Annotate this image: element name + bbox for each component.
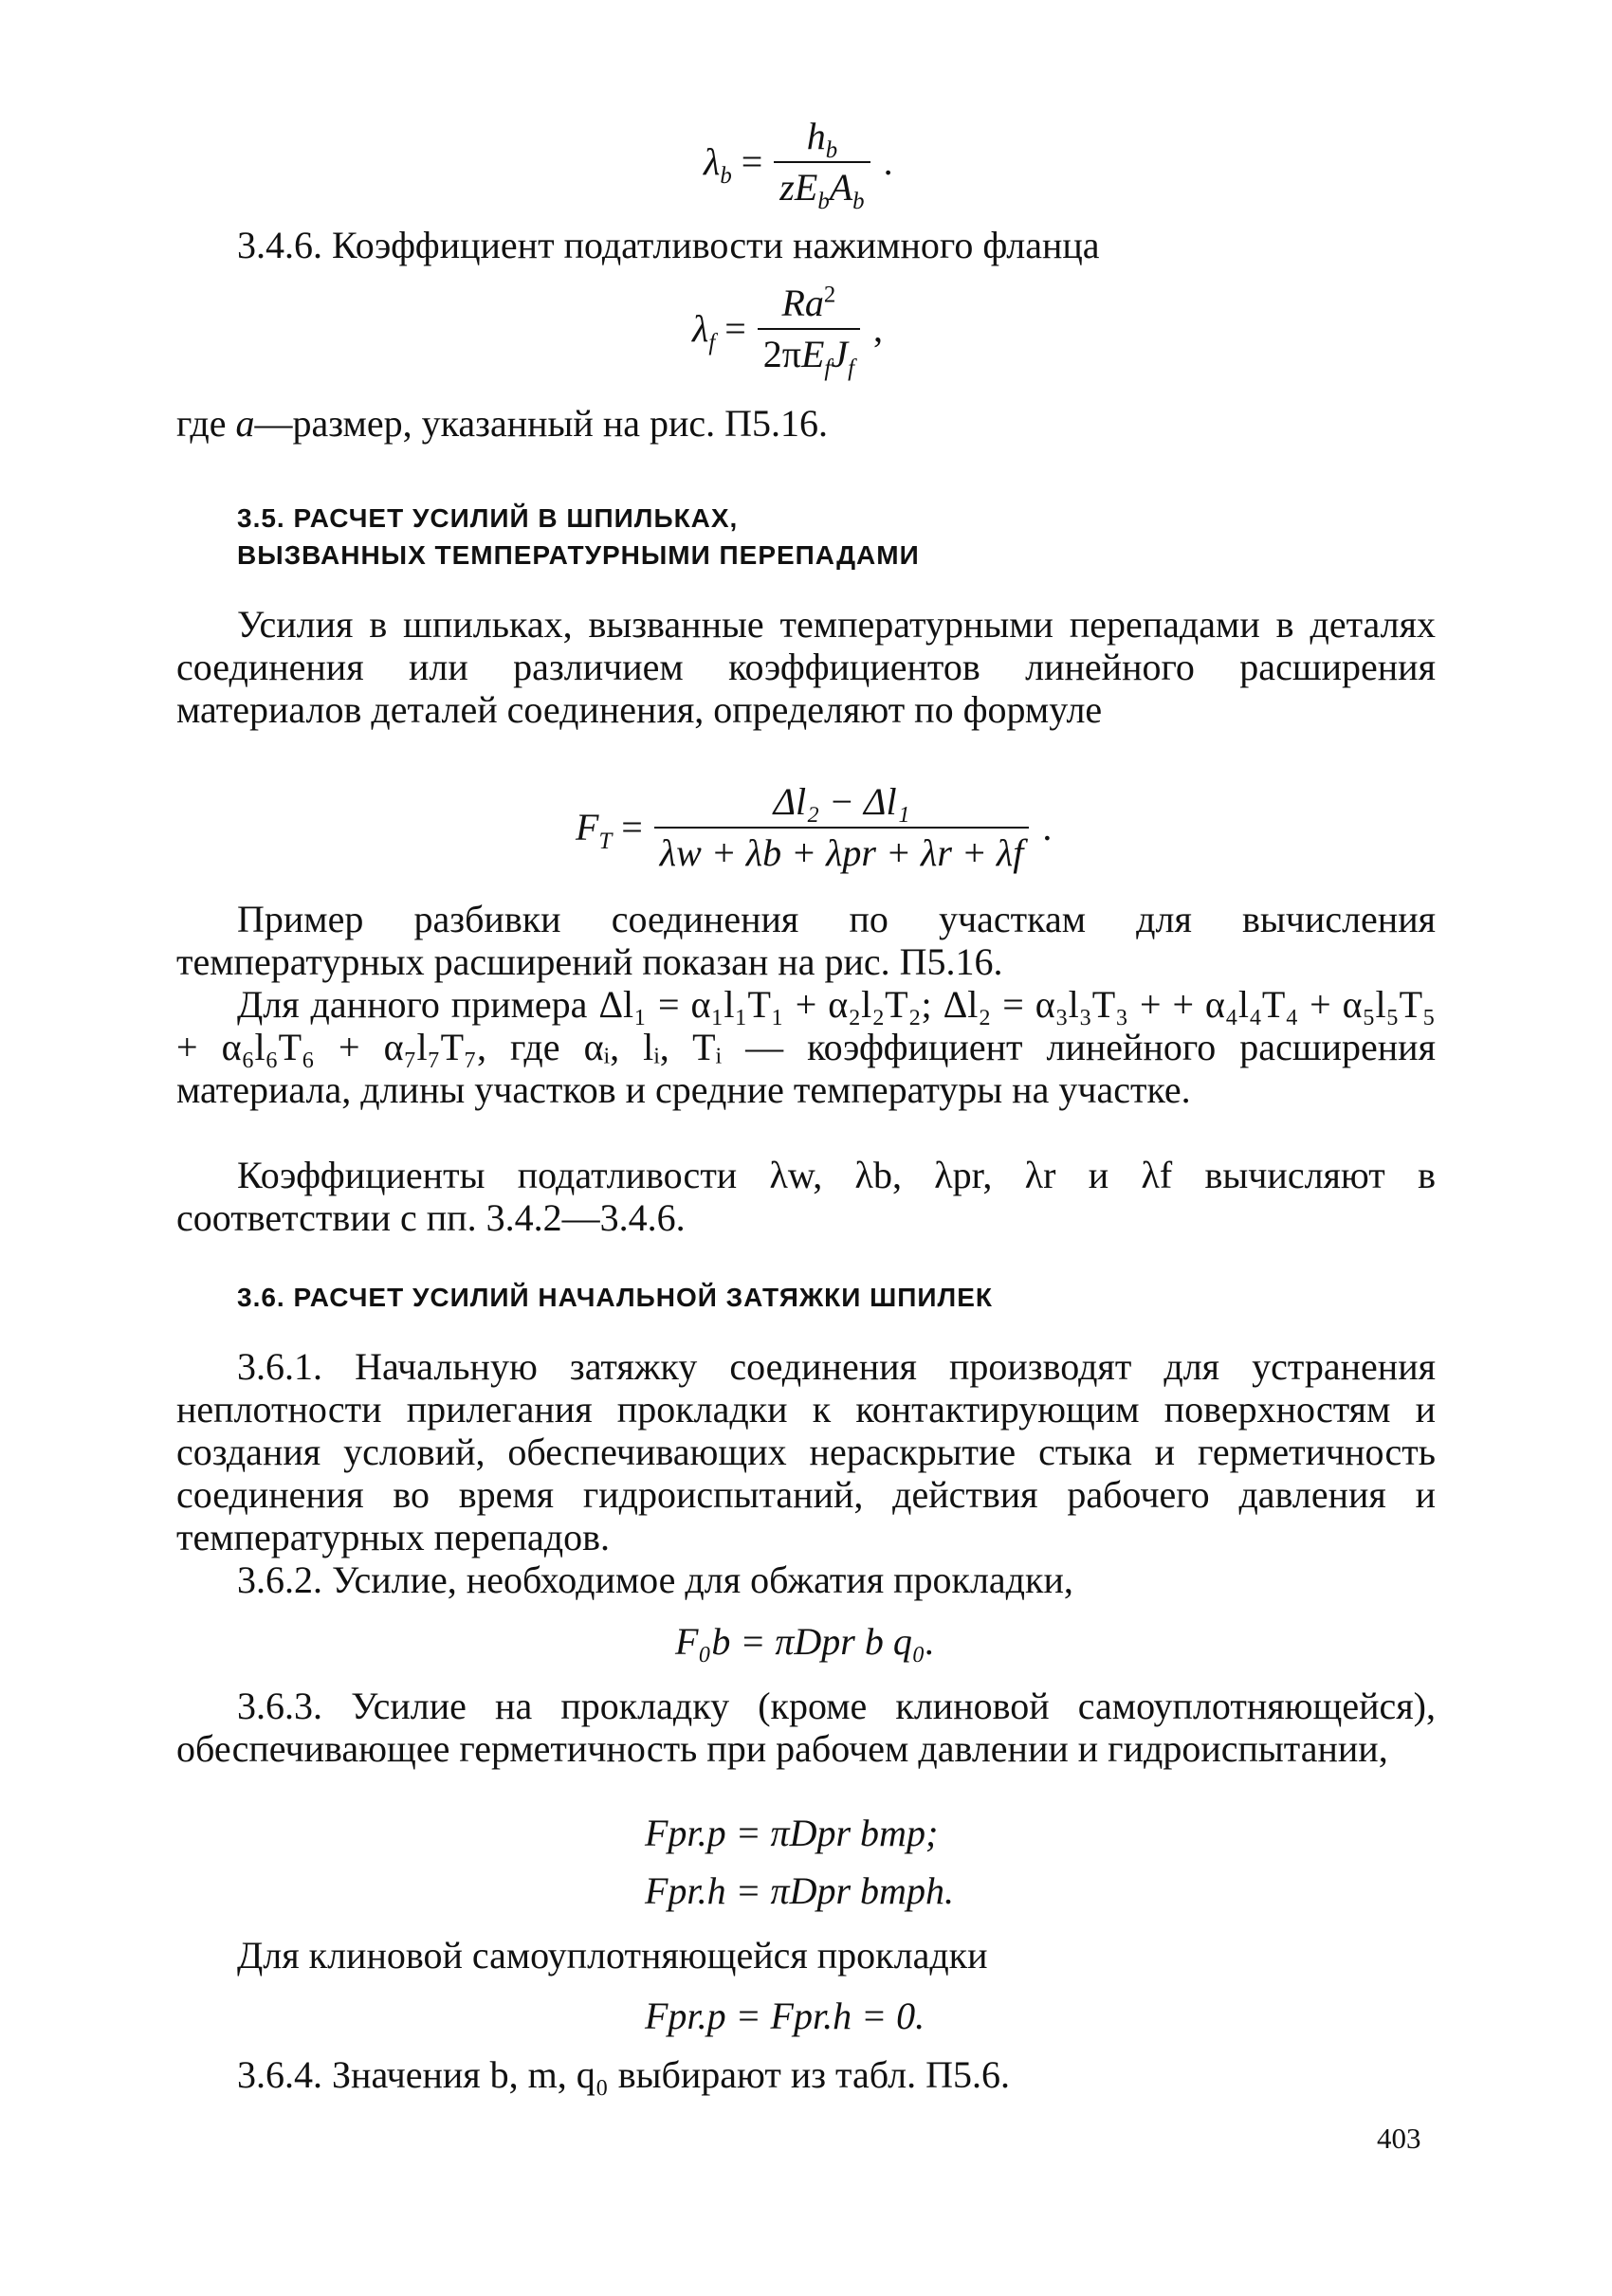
formula-factor: E [794, 166, 818, 209]
formula-factor: z [779, 166, 795, 209]
formula-subscript: f [848, 355, 854, 381]
formula-factor: J [831, 333, 849, 375]
note-dimension-a [176, 402, 1436, 445]
paragraph-example: Пример разбивки соединения по участкам для вычисления температурных расширений показан на рис. П5.16. [176, 898, 1436, 983]
section-heading-3-5-line1: 3.5. РАСЧЕТ УСИЛИЙ В ШПИЛЬКАХ, [237, 503, 739, 533]
note-text: —размер, указанный на рис. П5.16. [254, 402, 829, 445]
note-prefix: где [176, 402, 227, 445]
formula-lambda-b: $\lambda_b$ = $\frac{h_b}{zE_bA_b}$ . [704, 115, 893, 214]
paragraph-3-6-3: 3.6.3. Усилие на прокладку (кроме клиновой самоуплотняющейся), обеспечивающее герметичность при рабочем давлении и гидроиспытании, [176, 1685, 1436, 1770]
paragraph-wedge-gasket: Для клиновой самоуплотняющейся прокладки [237, 1934, 988, 1977]
formula-Fprh: Fpr.h = πDpr bmph. [645, 1869, 954, 1912]
paragraph-example-detail: Для данного примера Δl₁ = α₁l₁T₁ + α₂l₂T₂; Δl₂ = α₃l₃T₃ + + α₄l₄T₄ + α₅l₅T₅ + α₆l₆T₆ + α₇l₇T₇, где αᵢ, lᵢ, Tᵢ — коэффициент линейного расширения материала, длины участков и средние температуры на участке. [176, 983, 1436, 1111]
formula-symbol: λ [704, 140, 721, 183]
page-number: 403 [1377, 2122, 1421, 2155]
fraction-numerator: h [806, 115, 826, 157]
formula-FT: $F_T$ = $\frac{\text{Δl₂ − Δl₁}}{\text{λw + λb + λpr + λr + λf}}$ . [576, 780, 1053, 874]
formula-subscript: b [817, 189, 830, 214]
paragraph-coefficients: Коэффициенты податливости λw, λb, λpr, λr и λf вычисляют в соответствии с пп. 3.4.2—3.4.6. [176, 1154, 1436, 1239]
paragraph-3-6-4: 3.6.4. Значения b, m, q₀ выбирают из табл. П5.6. [237, 2053, 1010, 2096]
fraction-numerator: Δl₂ − Δl₁ [654, 783, 1030, 829]
section-heading-3-5-line2: ВЫЗВАННЫХ ТЕМПЕРАТУРНЫМИ ПЕРЕПАДАМИ [237, 540, 920, 570]
formula-subscript: f [824, 355, 832, 381]
paragraph-3-6-1: 3.6.1. Начальную затяжку соединения производят для устранения неплотности прилегания прокладки к контактирующим поверхностям и создания условий, обеспечивающих нераскрытие стыка и герметичность соединения во время гидроиспытаний, действия рабочего давления и температурных перепадов. [176, 1345, 1436, 1558]
formula-Fprp: Fpr.p = πDpr bmp; [645, 1812, 939, 1854]
formula-subscript: b [720, 163, 732, 189]
formula-factor: E [800, 333, 825, 375]
formula-punctuation: . [1042, 806, 1053, 848]
paragraph-3-6-2: 3.6.2. Усилие, необходимое для обжатия прокладки, [237, 1558, 1073, 1601]
formula-superscript: 2 [823, 282, 836, 308]
note-variable: a [235, 402, 255, 445]
fraction-numerator: Ra [781, 282, 824, 324]
paragraph-3-5: Усилия в шпильках, вызванные температурными перепадами в деталях соединения или различием коэффициентов линейного расширения материалов деталей соединения, определяют по формуле [176, 603, 1436, 731]
formula-factor: A [829, 166, 853, 209]
section-heading-3-6: 3.6. РАСЧЕТ УСИЛИЙ НАЧАЛЬНОЙ ЗАТЯЖКИ ШПИЛЕК [237, 1283, 993, 1312]
formula-subscript: f [708, 330, 716, 355]
formula-zero-force: Fpr.p = Fpr.h = 0. [645, 1995, 925, 2037]
fraction-denominator: λw + λb + λpr + λr + λf [659, 831, 1024, 874]
fraction [654, 780, 1030, 874]
formula-lambda-f: $\lambda_f$ = $\frac{Ra^2}{2\pi E_fJ_f}$ , [692, 282, 883, 381]
formula-subscript: b [852, 189, 865, 214]
item-3-4-6: 3.4.6. Коэффициент податливости нажимного фланца [237, 224, 1100, 266]
formula-Fob: F₀b = πDpr b q₀. [675, 1620, 935, 1663]
formula-factor: 2π [762, 333, 801, 375]
formula-subscript: b [825, 137, 838, 163]
formula-symbol: F [576, 806, 599, 848]
formula-punctuation: . [883, 140, 893, 183]
formula-punctuation: , [872, 307, 883, 350]
formula-symbol: λ [692, 307, 709, 350]
formula-subscript: T [598, 829, 613, 854]
